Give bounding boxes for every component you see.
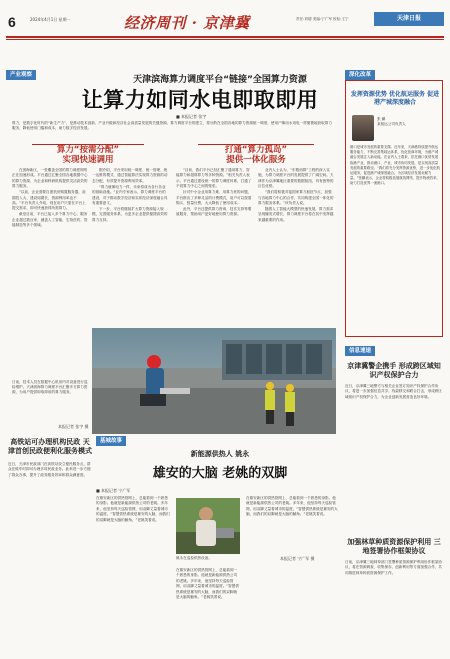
lead-photo: [92, 328, 336, 434]
subhead-2-line-b: 提供一体化服务: [226, 155, 286, 165]
section-title: 经济周刊 · 京津冀: [124, 14, 250, 32]
newspaper-logo: 天津日报: [374, 12, 444, 26]
lower-left-title: 高铁站可办理机构民政 天津首创民政便利化服务模式: [8, 438, 92, 455]
feature-column-3: 在雄安新区的供热管网上，总能看到一个熟悉的身影。他就是新能源供热公司的老姚。多年来，他坚持每天巡检管网，用双脚丈量着城市的温度。“智慧供热系统是雄安的大脑，而我们的双脚就是大脑的触角。”老姚笑着说。: [246, 496, 338, 517]
feature-column-2: 在雄安新区的供热管网上，总能看到一个熟悉的身影。他就是新能源供热公司的老姚。多年来，他坚持每天巡检管网，用双脚丈量着城市的温度。“智慧供热系统是雄安的大脑，而我们的双脚就是大脑的触角。”老姚笑着说。: [176, 568, 239, 600]
person-portrait: [352, 115, 374, 141]
subhead-1-line-b: 实现快速调用: [62, 155, 114, 165]
info-item-2-title: 加强林草种质资源保护利用 三地签署协作框架协议: [347, 538, 441, 555]
lead-byline: ■ 本报记者 张宇: [176, 114, 207, 119]
tag-industry: 产业观察: [6, 70, 36, 80]
feature-photo: [176, 498, 240, 554]
feature-photo-caption: 姚永在巡检供热设备。: [176, 556, 212, 560]
sidebox-title: 发挥资源优势 优化航运服务 促进港产城深度融合: [350, 91, 440, 106]
editor-info: 责任:刘德 美编:宁广军 校检:王宁: [296, 17, 349, 21]
lead-photo-credit: 本报记者 张宇 摄: [58, 424, 89, 429]
subhead-2-line-a: 打通“算力孤岛”: [224, 145, 288, 155]
sidebox-body: 港口是城市发展的重要支撑。近年来，天津港持续提升航运服务能力，不断完善集疏运体系，优化营商环境，为港产城融合发展注入新动能。在业内人士看来，依托港口优势发展临港产业，推动港口、产业、城市协同发展，是实现高质量发展的重要路径。“我们将充分发挥资源优势，进一步优化航运服务，促进港产城深度融合，为区域经济发展贡献力量。”张鹏表示，企业将积极拓展航线网络，提升物流效率，助力打造世界一流港口。: [350, 145, 440, 186]
lead-photo-caption: 日前，技术人员在数据中心机房内对设备进行巡检维护。天津滨海算力调度平台汇聚多方算力资源，为用户提供即取即用的算力服务。: [12, 380, 88, 394]
tag-field: 基城故事: [96, 436, 126, 446]
date-line: 2024年4月1日 星期一: [30, 17, 71, 22]
feature-photo-credit: 本报记者 宁广军 摄: [280, 556, 315, 561]
lower-left-body: 近日，天津市民政部门在高铁站设立便民服务点，群众在候车时即可办理多项民政业务。此举进一步方便了群众办事，提升了政务服务效率和群众满意度。: [8, 462, 91, 477]
person-info: 张 鹏 某航运公司负责人: [377, 117, 406, 126]
feature-byline: ■ 本报记者 宁广军: [96, 488, 131, 493]
subhead-2: [178, 144, 334, 165]
tag-info: 信息速递: [345, 346, 375, 356]
subhead-1-line-a: 算力“按需分配”: [56, 145, 120, 155]
masthead: [6, 8, 444, 58]
reform-sidebox: [345, 80, 443, 337]
feature-title: 雄安的大脑 老姚的双脚: [152, 466, 288, 481]
lead-column-1: 在滨海新区，一张覆盖全国的算力调度网络正在加速形成。平台通过汇聚全国各地数据中心的算力资源，为企业和科研机构提供灵活高效的算力服务。 “以前，企业需要自建机房购置服务器，前期投入大、建设周期长，资源利用率也不高。”平台负责人介绍，现在用户只需在平台上提交需求，即可快速获得所需算力。 截至目前，平台已接入多个算力中心，服务企业超过数百家，涵盖人工智能、生物医药、智能制造等多个领域。: [12, 168, 88, 228]
masthead-rule-thin: [6, 39, 444, 40]
lead-column-4: 业内人士认为，“东数西算”工程的深入实施，为算力调度平台的发展提供了广阔空间。天津作为京津冀地区重要的数据枢纽，具有独特的区位优势。 “我们将积极对接国家算力枢纽节点，加强与各地算力中心的合作，共同构建全国一体化的算力服务体系。”该负责人说。 随着人工智能大模型的快速发展，算力需求呈现爆发式增长，算力调度平台将在其中发挥越来越重要的作用。: [258, 168, 334, 222]
tag-reform: 深化改革: [345, 70, 375, 80]
page-number: 6: [8, 14, 16, 30]
lead-title: 让算力如同水电即取即用: [81, 88, 319, 112]
lead-column-2: 据介绍，平台采用统一调度、统一管理、统一运维的模式，通过智能算法实现算力资源的动态分配，有效提升资源利用效率。 “算力就像电力一样，未来将成为各行各业的基础设施。”业内专家表示，算力调度平台的建设，对于推动数字经济和实体经济深度融合具有重要意义。 下一步，平台将继续扩大算力资源接入规模，完善服务体系，为更多企业提供便捷高效的算力支持。: [92, 168, 168, 222]
info-item-1-body: 近日，京津冀三地警方与相关企业签订知识产权保护合作协议，将进一步加强信息共享、线索移交和联合打击，形成跨区域知识产权保护合力，为企业创新发展营造良好环境。: [345, 384, 443, 399]
lead-kicker: 天津滨海算力调度平台“链接”全国算力资源: [133, 75, 307, 85]
subhead-1: [12, 144, 164, 165]
feature-kicker: 新能源供热人 姚永: [190, 450, 250, 458]
masthead-rule: [6, 36, 444, 38]
feature-column-1: 在雄安新区的供热管网上，总能看到一个熟悉的身影。他就是新能源供热公司的老姚。多年来，他坚持每天巡检管网，用双脚丈量着城市的温度。“智慧供热系统是雄安的大脑，而我们的双脚就是大脑的触角。”老姚笑着说。: [96, 496, 170, 522]
info-item-2-body: 日前，京津冀三地林草部门签署种质资源保护利用协作框架协议，将在资源调查、收集保存、创新利用等方面加强合作，共同推进林草种质资源保护工作。: [345, 560, 443, 575]
lead-intro: 算力，是数字化时代的“新生产力”，是推动技术创新、产业升级和经济社会高质量发展的关键资源。算力调度平台的建立，将分散在全国各地的算力资源统一调度，使用户像用水用电一样便捷地获取算力服务，降低使用门槛和成本，助力数字经济发展。: [12, 121, 332, 130]
lead-column-3: “目前，我们平台已经汇聚了通用算力、智能算力和超算算力等多种资源。”相关负责人表示，平台通过建设统一的算力调度体系，打通了不同算力中心之间的壁垒。 针对中小企业用算力难、用算力贵的问题，平台推出了多种灵活的计费模式，用户可以按需购买、按量付费，大大降低了使用成本。 此外，平台还提供算力咨询、技术支持等增值服务，帮助用户更好地使用算力资源。: [176, 168, 252, 217]
info-item-1-title: 京津冀警企携手 形成跨区域知识产权保护合力: [347, 362, 441, 379]
